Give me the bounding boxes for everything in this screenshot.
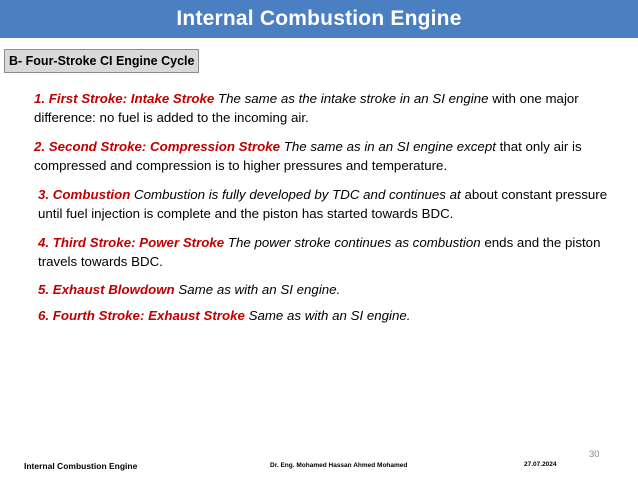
item-italic-text: The power stroke continues as combustion (227, 235, 481, 250)
item-text: about constant pressure until fuel injection is complete and the piston has started towards BDC. (38, 187, 608, 221)
footer-course: Internal Combustion Engine (24, 461, 138, 471)
item-heading: 4. Third Stroke: Power Stroke (38, 235, 225, 250)
stroke-item-compression (34, 137, 609, 175)
stroke-item-power (38, 233, 613, 271)
stroke-item-blowdown (38, 280, 613, 299)
item-italic-text: Same as with an SI engine. (248, 308, 411, 323)
stroke-item-intake (34, 89, 609, 127)
item-text: ends and the piston travels towards BDC. (38, 235, 601, 269)
stroke-item-combustion (38, 185, 613, 223)
footer-date: 27.07.2024 (524, 461, 557, 468)
item-italic-text: Combustion is fully developed by TDC and continues at (134, 187, 461, 202)
item-heading: 5. Exhaust Blowdown (38, 282, 175, 297)
item-italic-text: The same as in an SI engine except (283, 139, 496, 154)
footer-author: Dr. Eng. Mohamed Hassan Ahmed Mohamed (270, 462, 408, 469)
item-heading: 6. Fourth Stroke: Exhaust Stroke (38, 308, 245, 323)
item-heading: 2. Second Stroke: Compression Stroke (34, 139, 281, 154)
item-heading: 1. First Stroke: Intake Stroke (34, 91, 215, 106)
slide-title: Internal Combustion Engine (176, 7, 462, 30)
item-heading: 3. Combustion (38, 187, 131, 202)
item-text: with one major difference: no fuel is added to the incoming air. (34, 91, 579, 125)
page-number: 30 (589, 449, 600, 460)
item-italic-text: The same as the intake stroke in an SI engine (218, 91, 489, 106)
item-italic-text: Same as with an SI engine. (178, 282, 341, 297)
section-label: B- Four-Stroke CI Engine Cycle (4, 49, 199, 73)
stroke-item-exhaust (38, 306, 613, 325)
item-text: that only air is compressed and compression is to higher pressures and temperature. (34, 139, 582, 173)
